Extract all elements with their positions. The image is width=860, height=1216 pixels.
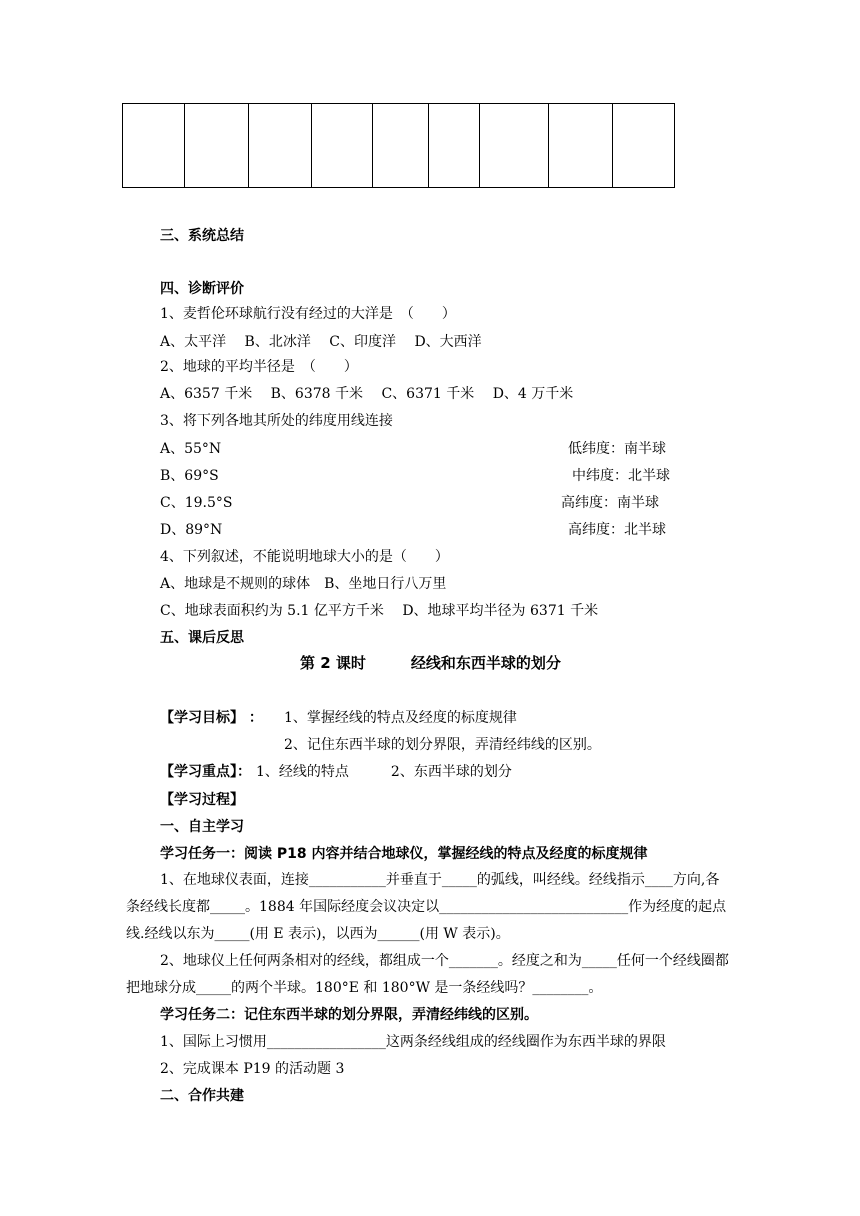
task1-paragraph-2: 2、地球仪上任何两条相对的经线，都组成一个_______。经度之和为_____任何一个经线圈都把地球分成_____的两个半球。180°E 和 180°W 是一条经线吗？________。 bbox=[126, 953, 729, 996]
answer-table bbox=[122, 103, 675, 188]
task2-title: 学习任务二：记住东西半球的划分界限，弄清经纬线的区别。 bbox=[160, 1007, 538, 1023]
self-study-heading: 一、自主学习 bbox=[160, 819, 244, 835]
lesson-title: 第 2 课时 经线和东西半球的划分 bbox=[300, 654, 561, 672]
process-label: 【学习过程】 bbox=[160, 792, 244, 808]
table-cell bbox=[613, 104, 675, 188]
q3-right-item: 高纬度：北半球 bbox=[568, 522, 666, 538]
q3-left-item: B、69°S bbox=[160, 468, 219, 484]
table-cell bbox=[123, 104, 185, 188]
section3-heading: 三、系统总结 bbox=[160, 228, 244, 244]
cooperate-heading: 二、合作共建 bbox=[160, 1088, 244, 1104]
q4-options-2: C、地球表面积约为 5.1 亿平方千米 D、地球平均半径为 6371 千米 bbox=[160, 603, 599, 619]
table-cell bbox=[480, 104, 549, 188]
focus-label: 【学习重点】： bbox=[160, 764, 251, 780]
q2-options: A、6357 千米 B、6378 千米 C、6371 千米 D、4 万千米 bbox=[160, 386, 574, 402]
q3-right-item: 高纬度：南半球 bbox=[561, 495, 659, 511]
goal-2: 2、记住东西半球的划分界限，弄清经纬线的区别。 bbox=[284, 737, 601, 753]
q3-text: 3、将下列各地其所处的纬度用线连接 bbox=[160, 413, 393, 429]
task1-title: 学习任务一：阅读 P18 内容并结合地球仪，掌握经线的特点及经度的标度规律 bbox=[160, 846, 648, 862]
q4-options-1: A、地球是不规则的球体 B、坐地日行八万里 bbox=[160, 576, 447, 592]
table-cell bbox=[429, 104, 480, 188]
q4-text: 4、下列叙述，不能说明地球大小的是（ ） bbox=[160, 549, 449, 565]
section4-heading: 四、诊断评价 bbox=[160, 281, 244, 297]
table-cell bbox=[185, 104, 249, 188]
q3-left-item: C、19.5°S bbox=[160, 495, 233, 511]
q2-text: 2、地球的平均半径是 （ ） bbox=[160, 359, 358, 375]
table-cell bbox=[549, 104, 613, 188]
task1-paragraph-1: 1、在地球仪表面，连接___________并垂直于_____的弧线，叫经线。经线指示____方向,各条经线长度都_____。1884 年国际经度会议决定以___________________________作为经度的起点线.经线以东为_____(用 E 表示)，以西为______(用 W 表示)。 bbox=[126, 872, 727, 942]
q1-text: 1、麦哲伦环球航行没有经过的大洋是 （ ） bbox=[160, 306, 456, 322]
q3-right-item: 低纬度：南半球 bbox=[568, 441, 666, 457]
q3-left-item: A、55°N bbox=[160, 441, 222, 457]
table-cell bbox=[312, 104, 373, 188]
task2-item-1: 1、国际上习惯用_________________这两条经线组成的经线圈作为东西半球的界限 bbox=[160, 1034, 666, 1050]
task2-item-2: 2、完成课本 P19 的活动题 3 bbox=[160, 1061, 345, 1077]
q3-right-item: 中纬度：北半球 bbox=[572, 468, 670, 484]
section5-heading: 五、课后反思 bbox=[160, 630, 244, 646]
q1-options: A、太平洋 B、北冰洋 C、印度洋 D、大西洋 bbox=[160, 334, 482, 350]
q3-left-item: D、89°N bbox=[160, 522, 223, 538]
focus-text: 1、经线的特点 2、东西半球的划分 bbox=[256, 764, 512, 780]
goals-label: 【学习目标】 ： bbox=[160, 710, 263, 726]
table-row bbox=[123, 104, 675, 188]
table-cell bbox=[249, 104, 312, 188]
goal-1: 1、掌握经线的特点及经度的标度规律 bbox=[284, 710, 517, 726]
table-cell bbox=[373, 104, 429, 188]
